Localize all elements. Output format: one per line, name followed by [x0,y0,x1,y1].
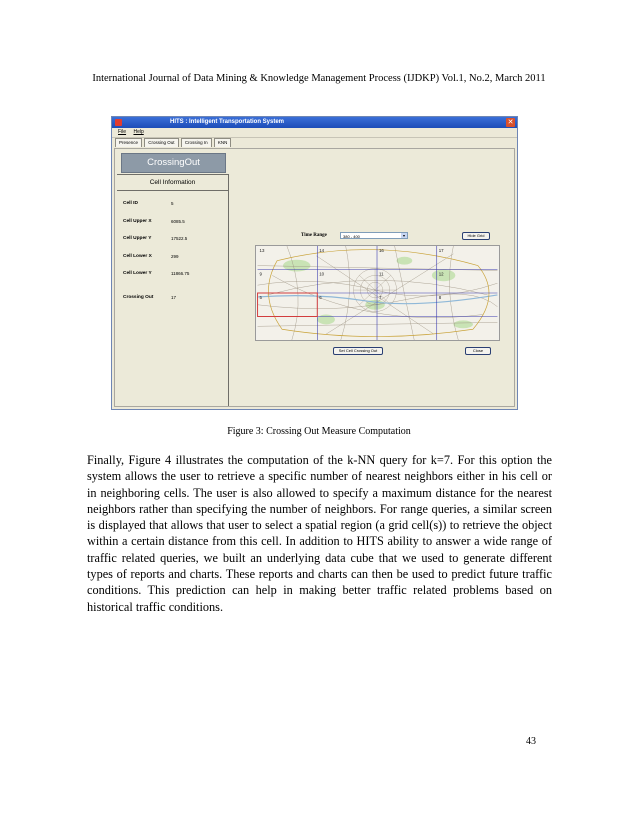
cell-upper-x-value: 6085.5 [171,219,185,224]
crossing-out-banner: CrossingOut [121,153,226,173]
close-icon[interactable]: ✕ [507,119,514,126]
city-map[interactable] [255,245,500,341]
cell-lower-x-label: Cell Lower X [123,254,152,259]
window-title: HITS : Intelligent Transportation System [170,119,285,125]
chevron-down-icon[interactable]: ▾ [402,233,405,238]
time-range-select[interactable] [340,232,408,239]
grid-cell-label: 13 [259,247,265,253]
menu-help[interactable]: Help [133,129,144,135]
cell-info-header: Cell Information [117,174,228,191]
tab-knn[interactable]: KNN [214,138,232,147]
cell-id-value: 5 [171,201,174,206]
cell-lower-y-value: 11866.75 [171,271,190,276]
tab-crossing-in[interactable]: Crossing In [181,138,212,147]
cell-lower-y-label: Cell Lower Y [123,271,152,276]
app-icon [115,119,122,126]
grid-cell-label: 11 [378,271,384,277]
crossing-out-value: 17 [171,295,177,300]
close-button[interactable]: Close [465,347,491,355]
tab-crossing-out[interactable]: Crossing Out [144,138,178,147]
cell-lower-x-value: 299 [171,254,179,259]
cell-upper-x-label: Cell Upper X [123,219,152,224]
grid-cell-label: 14 [319,247,325,253]
running-head: International Journal of Data Mining & Knowledge Management Process (IJDKP) Vol.1, No.2, March 2011 [92,73,546,84]
cell-id-label: Cell ID [123,201,138,206]
tab-content [114,148,515,407]
grid-cell-label: 6 [319,294,322,300]
menu-bar [112,128,517,138]
tab-bar [112,138,517,147]
page-number: 43 [526,736,536,747]
grid-cell-label: 17 [438,247,444,253]
grid-cell-label: 8 [438,294,442,300]
menu-file[interactable]: File [118,129,127,135]
time-range-label: Time Range [301,233,327,238]
window-titlebar [112,117,517,128]
set-cell-crossing-out-button[interactable]: Set Cell Crossing Out [333,347,383,355]
grid-cell-label: 5 [259,294,262,300]
time-range-value: 380 - 400 [343,234,360,239]
body-paragraph: Finally, Figure 4 illustrates the computation of the k-NN query for k=7. For this option the system allows the user to retrieve a specific number of nearest neighbors either in his cell or in neighboring cells. The user is also allowed to specify a maximum distance for the nearest neighbors rather than specifying the number of neighbors. For range queries, a similar screen is displayed that allows that user to select a spatial region (a grid cell(s)) to retrieve the object within a certain distance from this cell. In addition to HITS ability to answer a wide range of traffic related queries, we built an underlying data cube that we used to generate different types of reports and charts. These reports and charts can then be used to predict future traffic conditions. This prediction can help in making better traffic related problems based on historical traffic conditions. [87,453,552,614]
cell-upper-y-value: 17522.5 [171,236,188,241]
cell-information-panel [117,174,229,406]
tab-presence[interactable]: Presence [115,138,142,147]
crossing-out-label: Crossing Out [123,295,154,300]
grid-cell-label: 10 [319,271,325,277]
hide-grid-button[interactable]: Hide Grid [462,232,490,240]
grid-cell-label: 12 [438,271,444,277]
grid-cell-label: 16 [378,247,384,253]
cell-upper-y-label: Cell Upper Y [123,236,152,241]
app-screenshot-figure [111,116,518,410]
grid-cell-label: 9 [259,271,262,277]
grid-cell-label: 7 [378,294,382,300]
figure-caption: Figure 3: Crossing Out Measure Computation [227,426,411,437]
